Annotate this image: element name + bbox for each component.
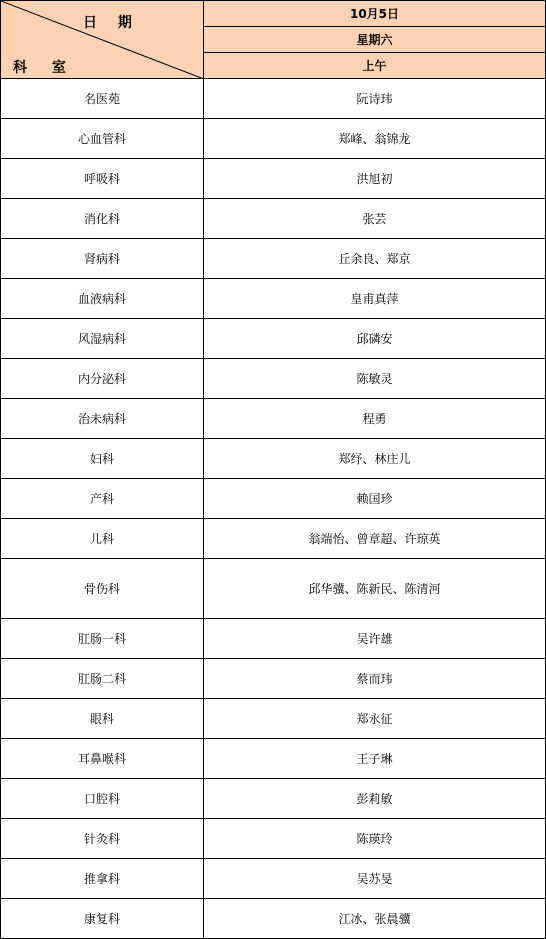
table-row	[1, 159, 546, 199]
dept-cell: 康复科	[1, 899, 204, 939]
dept-cell: 呼吸科	[1, 159, 204, 199]
corner-date-label: 日 期	[83, 15, 140, 31]
doctors-cell: 陈瑛玲	[204, 819, 546, 859]
dept-cell: 妇科	[1, 439, 204, 479]
table-row	[1, 619, 546, 659]
doctors-cell: 邱磷安	[204, 319, 546, 359]
doctors-cell: 洪旭初	[204, 159, 546, 199]
dept-cell: 肾病科	[1, 239, 204, 279]
header-weekday: 星期六	[204, 27, 546, 53]
header-corner-cell	[1, 1, 204, 79]
doctors-cell: 江冰、张晨骥	[204, 899, 546, 939]
header-date: 10月5日	[204, 1, 546, 27]
table-row	[1, 899, 546, 939]
table-row	[1, 779, 546, 819]
dept-cell: 风湿病科	[1, 319, 204, 359]
table-row	[1, 519, 546, 559]
dept-cell: 针灸科	[1, 819, 204, 859]
table-row	[1, 359, 546, 399]
doctors-cell: 吴许雄	[204, 619, 546, 659]
table-row	[1, 699, 546, 739]
table-row	[1, 819, 546, 859]
dept-cell: 内分泌科	[1, 359, 204, 399]
table-row	[1, 659, 546, 699]
table-row	[1, 739, 546, 779]
dept-cell: 耳鼻喉科	[1, 739, 204, 779]
table-row	[1, 119, 546, 159]
table-row	[1, 199, 546, 239]
doctors-cell: 丘余良、郑京	[204, 239, 546, 279]
dept-cell: 儿科	[1, 519, 204, 559]
doctors-cell: 郑峰、翁锦龙	[204, 119, 546, 159]
dept-cell: 推拿科	[1, 859, 204, 899]
doctors-cell: 阮诗玮	[204, 79, 546, 119]
table-row	[1, 279, 546, 319]
dept-cell: 血液病科	[1, 279, 204, 319]
doctors-cell: 郑纾、林庄儿	[204, 439, 546, 479]
corner-dept-label: 科 室	[13, 60, 76, 76]
dept-cell: 心血管科	[1, 119, 204, 159]
doctors-cell: 程勇	[204, 399, 546, 439]
dept-cell: 肛肠二科	[1, 659, 204, 699]
doctors-cell: 彭莉敏	[204, 779, 546, 819]
table-row	[1, 439, 546, 479]
dept-cell: 产科	[1, 479, 204, 519]
doctors-cell: 蔡而玮	[204, 659, 546, 699]
dept-cell: 治未病科	[1, 399, 204, 439]
doctors-cell: 吴苏旻	[204, 859, 546, 899]
doctors-cell: 皇甫真萍	[204, 279, 546, 319]
doctors-cell: 王子琳	[204, 739, 546, 779]
table-row	[1, 559, 546, 619]
dept-cell: 骨伤科	[1, 559, 204, 619]
table-row	[1, 79, 546, 119]
doctors-cell: 翁端怡、曾章超、许琼英	[204, 519, 546, 559]
table-row	[1, 239, 546, 279]
table-row	[1, 479, 546, 519]
table-row	[1, 859, 546, 899]
header-session: 上午	[204, 53, 546, 79]
doctors-cell: 陈敏灵	[204, 359, 546, 399]
dept-cell: 肛肠一科	[1, 619, 204, 659]
doctors-cell: 张芸	[204, 199, 546, 239]
dept-cell: 眼科	[1, 699, 204, 739]
table-row	[1, 399, 546, 439]
doctors-cell: 邱华骥、陈新民、陈清河	[204, 559, 546, 619]
table-row	[1, 319, 546, 359]
dept-cell: 口腔科	[1, 779, 204, 819]
dept-cell: 消化科	[1, 199, 204, 239]
doctors-cell: 郑永征	[204, 699, 546, 739]
dept-cell: 名医苑	[1, 79, 204, 119]
doctors-cell: 赖国珍	[204, 479, 546, 519]
